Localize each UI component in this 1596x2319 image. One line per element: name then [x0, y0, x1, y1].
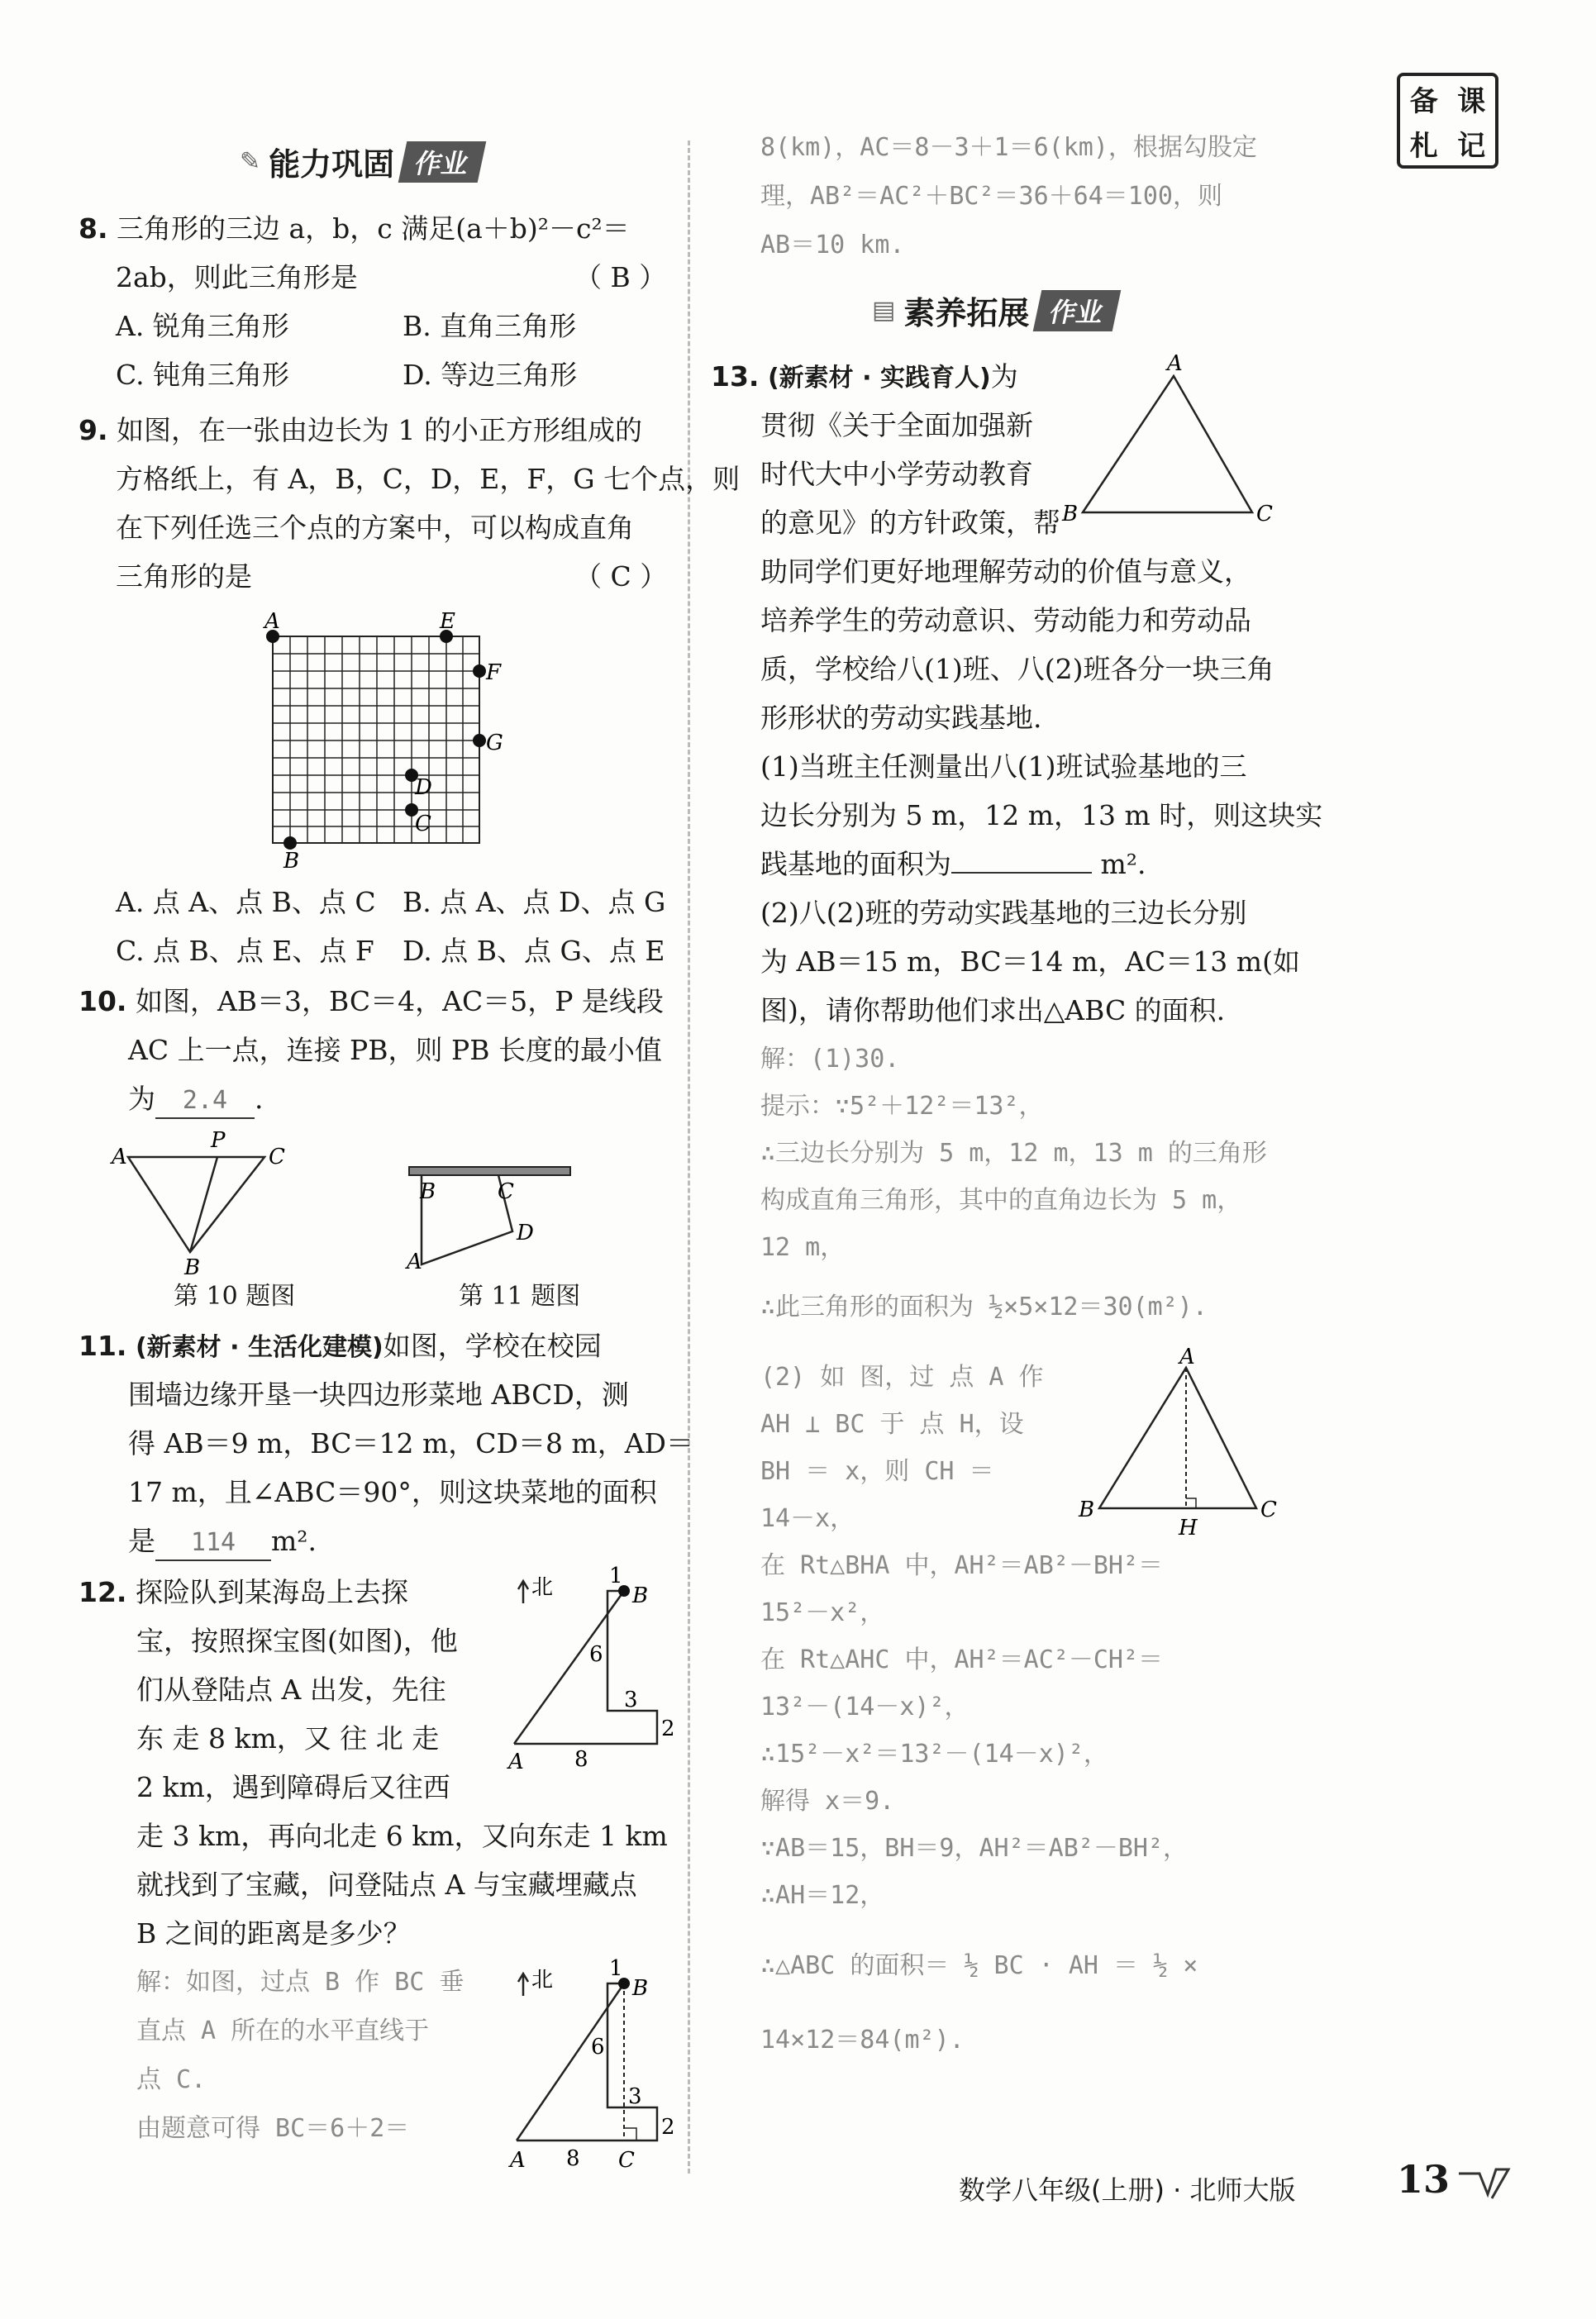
label-b: B	[1079, 1498, 1095, 1522]
label-h: H	[1179, 1516, 1198, 1540]
q11-text: m².	[271, 1525, 317, 1557]
q11-line1	[79, 1322, 602, 1372]
q12-line5: 2 km，遇到障碍后又往西	[136, 1771, 450, 1803]
q9-line1	[79, 407, 642, 455]
q8-option-c: C. 钝角三角形	[116, 359, 290, 391]
q13-text: 践基地的面积为	[760, 848, 951, 880]
section-header-literacy	[872, 288, 1117, 333]
label-e: E	[440, 609, 455, 634]
q11-line5	[128, 1517, 317, 1565]
label-b: B	[632, 1976, 649, 2001]
q13-line3: 时代大中小学劳动教育	[760, 458, 1033, 490]
q13-line4: 的意见》的方针政策，帮	[760, 507, 1060, 539]
label-b: B	[632, 1583, 649, 1608]
column-divider	[688, 140, 690, 2174]
q11-line2: 围墙边缘开垦一块四边形菜地 ABCD，测	[128, 1379, 629, 1411]
q13-sol-3: ∴三边长分别为 5 m，12 m，13 m 的三角形	[760, 1139, 1267, 1168]
q13-sol-18: ∴AH＝12，	[760, 1881, 885, 1910]
question-number: 11.	[79, 1330, 127, 1362]
label-a: A	[407, 1250, 422, 1274]
label-2: 2	[661, 2115, 675, 2140]
q13-line14: 图)，请你帮助他们求出△ABC 的面积.	[760, 994, 1226, 1026]
q13-sol-11: 在 Rt△BHA 中，AH²＝AB²－BH²＝	[760, 1551, 1164, 1580]
route-path	[514, 1591, 657, 1744]
q13-sol-14: 13²－(14－x)²，	[760, 1693, 970, 1721]
label-north: 北	[531, 1575, 554, 1600]
book-icon: ▤	[872, 296, 896, 325]
label-b: B	[184, 1255, 201, 1280]
q13-sol-10: 14－x，	[760, 1504, 855, 1533]
label-a: A	[510, 2148, 526, 2173]
q13-sol-6: ∴此三角形的面积为 ½×5×12＝30(m²).	[760, 1293, 1208, 1321]
question-number: 10.	[79, 985, 127, 1017]
label-a: A	[1179, 1345, 1195, 1369]
q12-line4: 东 走 8 km，又 往 北 走	[136, 1722, 440, 1755]
label-b: B	[1062, 502, 1079, 526]
label-b: B	[283, 849, 300, 874]
point-b	[283, 836, 297, 850]
q13-sol-4: 构成直角三角形，其中的直角边长为 5 m，	[760, 1186, 1242, 1215]
label-a: A	[508, 1750, 524, 1774]
q8-option-d: D. 等边三角形	[403, 359, 578, 391]
q12-line7: 就找到了宝藏，问登陆点 A 与宝藏埋藏点	[136, 1869, 637, 1901]
q9-answer: （ C ）	[574, 560, 668, 593]
q12-solution-cont-2: 理，AB²＝AC²＋BC²＝36＋64＝100，则	[760, 182, 1222, 211]
q9-grid-figure	[244, 607, 508, 876]
q10-line3	[128, 1075, 264, 1123]
q13-line8: 形形状的劳动实践基地.	[760, 702, 1042, 734]
q12-solution-1: 解：如图，过点 B 作 BC 垂	[136, 1968, 465, 1997]
q13-line1	[711, 353, 1018, 402]
q9-text: 如图，在一张由边长为 1 的小正方形组成的	[117, 414, 642, 446]
q12-solution-cont-3: AB＝10 km.	[760, 231, 905, 260]
label-p: P	[211, 1128, 226, 1153]
q13-line10: 边长分别为 5 m，12 m，13 m 时，则这块实	[760, 799, 1323, 831]
label-g: G	[486, 731, 503, 755]
label-a: A	[1167, 351, 1183, 376]
q10-caption: 第 10 题图	[174, 1282, 296, 1311]
q8-text: 三角形的三边 a，b，c 满足(a＋b)²－c²＝	[117, 212, 630, 245]
q12-line8: B 之间的距离是多少？	[136, 1917, 411, 1950]
q8-option-b: B. 直角三角形	[403, 310, 577, 342]
q13-sol-5: 12 m，	[760, 1233, 846, 1262]
q13-sol-9: BH ＝ x，则 CH ＝	[760, 1457, 994, 1486]
question-number: 13.	[711, 360, 760, 393]
q12-line1	[79, 1569, 408, 1617]
q9-option-d: D. 点 B、点 G、点 E	[403, 935, 665, 967]
q13-altitude-figure	[1074, 1345, 1277, 1545]
section-title: 能力巩固	[269, 146, 395, 183]
q11-answer-blank: 114	[155, 1526, 271, 1561]
label-a: A	[112, 1145, 127, 1169]
label-c: C	[618, 2148, 635, 2173]
question-number: 8.	[79, 212, 108, 245]
label-c: C	[415, 812, 431, 836]
label-c: C	[498, 1179, 514, 1204]
q9-option-b: B. 点 A、点 D、点 G	[403, 886, 666, 918]
q10-line2: AC 上一点，连接 PB，则 PB 长度的最小值	[128, 1034, 662, 1066]
q13-sol-12: 15²－x²，	[760, 1598, 885, 1627]
stamp-char: 记	[1457, 129, 1486, 163]
label-8: 8	[566, 2146, 580, 2171]
triangle-abc	[128, 1157, 264, 1252]
label-north: 北	[531, 1968, 554, 1993]
q13-sol-1: 解：(1)30.	[760, 1045, 900, 1074]
q12-solution-3: 点 C.	[136, 2065, 207, 2094]
question-number: 12.	[79, 1576, 127, 1608]
q10-figure	[112, 1124, 293, 1281]
q11-text: 是	[128, 1525, 155, 1557]
q9-line3: 在下列任选三个点的方案中，可以构成直角	[116, 512, 634, 544]
triangle-abc	[1099, 1368, 1256, 1508]
q10-text: .	[255, 1083, 264, 1115]
grid-lines	[273, 636, 479, 843]
right-angle-mark	[1186, 1498, 1196, 1508]
q13-line2: 贯彻《关于全面加强新	[760, 409, 1033, 441]
corner-ornament-icon	[1455, 2161, 1513, 2202]
q13-sol-19: ∴△ABC 的面积＝ ½ BC · AH ＝ ½ ×	[760, 1951, 1198, 1980]
label-3: 3	[624, 1688, 638, 1712]
q11-text: 如图，学校在校园	[383, 1330, 602, 1362]
notes-stamp	[1397, 73, 1498, 169]
q11-line3: 得 AB＝9 m，BC＝12 m，CD＝8 m，AD＝	[128, 1427, 694, 1459]
stamp-char: 课	[1457, 84, 1486, 118]
label-a: A	[264, 609, 280, 634]
page-number: 13	[1397, 2157, 1451, 2202]
q12-solution-cont-1: 8(km)，AC＝8－3＋1＝6(km)，根据勾股定	[760, 133, 1257, 162]
q13-sol-13: 在 Rt△AHC 中，AH²＝AC²－CH²＝	[760, 1645, 1164, 1674]
section-title: 素养拓展	[903, 295, 1030, 331]
q11-tag: (新素材 · 生活化建模)	[135, 1333, 384, 1362]
q8-option-a: A. 锐角三角形	[116, 310, 289, 342]
q13-line9: (1)当班主任测量出八(1)班试验基地的三	[760, 750, 1247, 783]
q10-line1	[79, 978, 664, 1026]
question-number: 9.	[79, 414, 108, 446]
q13-triangle-figure	[1058, 347, 1273, 537]
stamp-char: 备	[1409, 84, 1438, 118]
q12-solution-2: 直点 A 所在的水平直线于	[136, 2017, 430, 2045]
q9-option-c: C. 点 B、点 E、点 F	[116, 935, 374, 967]
label-d: D	[415, 775, 432, 800]
label-c: C	[1256, 502, 1273, 526]
book-footer: 数学八年级(上册) · 北师大版	[959, 2174, 1296, 2206]
q13-line12: (2)八(2)班的劳动实践基地的三边长分别	[760, 897, 1247, 929]
q13-area-blank	[951, 872, 1092, 874]
q9-line4: 三角形的是	[116, 560, 252, 593]
q10-answer-blank: 2.4	[155, 1084, 255, 1119]
section-header-ability	[240, 139, 482, 184]
stamp-char: 札	[1409, 129, 1438, 163]
label-f: F	[486, 660, 502, 685]
segment-pb	[190, 1157, 217, 1252]
label-8: 8	[574, 1747, 588, 1772]
wall	[409, 1167, 570, 1175]
q10-text: 为	[128, 1083, 155, 1115]
label-2: 2	[661, 1717, 675, 1741]
q9-option-a: A. 点 A、点 B、点 C	[116, 886, 376, 918]
q13-sol-8: AH ⊥ BC 于 点 H，设	[760, 1410, 1024, 1439]
homework-tag: 作业	[398, 141, 487, 183]
q12-solution-figure	[508, 1956, 675, 2178]
label-d: D	[517, 1221, 534, 1245]
q12-map-figure	[508, 1566, 674, 1806]
right-angle-mark	[624, 2128, 636, 2140]
q13-line6: 培养学生的劳动意识、劳动能力和劳动品	[760, 604, 1251, 636]
label-c: C	[1260, 1498, 1277, 1522]
q8-line2	[116, 254, 358, 302]
q11-caption: 第 11 题图	[459, 1282, 581, 1311]
q13-tag: (新素材 · 实践育人)	[767, 364, 991, 393]
q13-sol-20: 14×12＝84(m²).	[760, 2026, 965, 2055]
label-3: 3	[628, 2084, 642, 2109]
route-path	[517, 1983, 657, 2140]
q9-line2: 方格纸上，有 A，B，C，D，E，F，G 七个点，则	[116, 463, 741, 495]
q13-sol-7: (2) 如 图，过 点 A 作	[760, 1363, 1044, 1392]
q13-sol-17: ∵AB＝15，BH＝9，AH²＝AB²－BH²，	[760, 1834, 1189, 1863]
q12-line6: 走 3 km，再向北走 6 km，又向东走 1 km	[136, 1820, 668, 1852]
north-arrow-icon	[518, 1581, 528, 1603]
q11-figure	[405, 1157, 636, 1281]
q12-line2: 宝，按照探宝图(如图)，他	[136, 1625, 458, 1657]
pen-icon: ✎	[240, 147, 261, 176]
q13-line11	[760, 840, 1146, 888]
q13-line5: 助同学们更好地理解劳动的价值与意义，	[760, 555, 1251, 588]
point-f	[473, 664, 486, 678]
label-c: C	[269, 1145, 285, 1169]
point-g	[473, 734, 486, 747]
q13-sol-2: 提示：∵5²＋12²＝13²，	[760, 1092, 1044, 1121]
q12-solution-4: 由题意可得 BC＝6＋2＝	[136, 2114, 410, 2143]
q12-text: 探险队到某海岛上去探	[135, 1576, 408, 1608]
q13-sol-16: 解得 x＝9.	[760, 1787, 895, 1816]
q12-line3: 们从登陆点 A 出发，先往	[136, 1674, 446, 1706]
q13-text: 为	[990, 360, 1018, 393]
triangle-abc	[1083, 376, 1252, 512]
q8-answer: （ B ）	[574, 261, 667, 293]
q13-sol-15: ∴15²－x²＝13²－(14－x)²，	[760, 1740, 1108, 1769]
north-arrow-icon	[518, 1974, 528, 1996]
grid-border	[273, 636, 479, 843]
label-6: 6	[591, 2035, 605, 2059]
q8-line1	[79, 205, 630, 253]
q10-text: 如图，AB＝3，BC＝4，AC＝5，P 是线段	[135, 985, 664, 1017]
q8-text: 2ab，则此三角形是	[116, 261, 358, 293]
q13-line13: 为 AB＝15 m，BC＝14 m，AC＝13 m(如	[760, 945, 1300, 978]
label-1: 1	[609, 1564, 623, 1588]
q13-text: m².	[1100, 848, 1146, 880]
label-b: B	[420, 1179, 436, 1204]
homework-tag: 作业	[1033, 290, 1122, 331]
label-6: 6	[589, 1642, 603, 1667]
q13-line7: 质，学校给八(1)班、八(2)班各分一块三角	[760, 653, 1274, 685]
q11-line4: 17 m，且∠ABC＝90°，则这块菜地的面积	[128, 1476, 657, 1508]
label-1: 1	[609, 1956, 623, 1981]
